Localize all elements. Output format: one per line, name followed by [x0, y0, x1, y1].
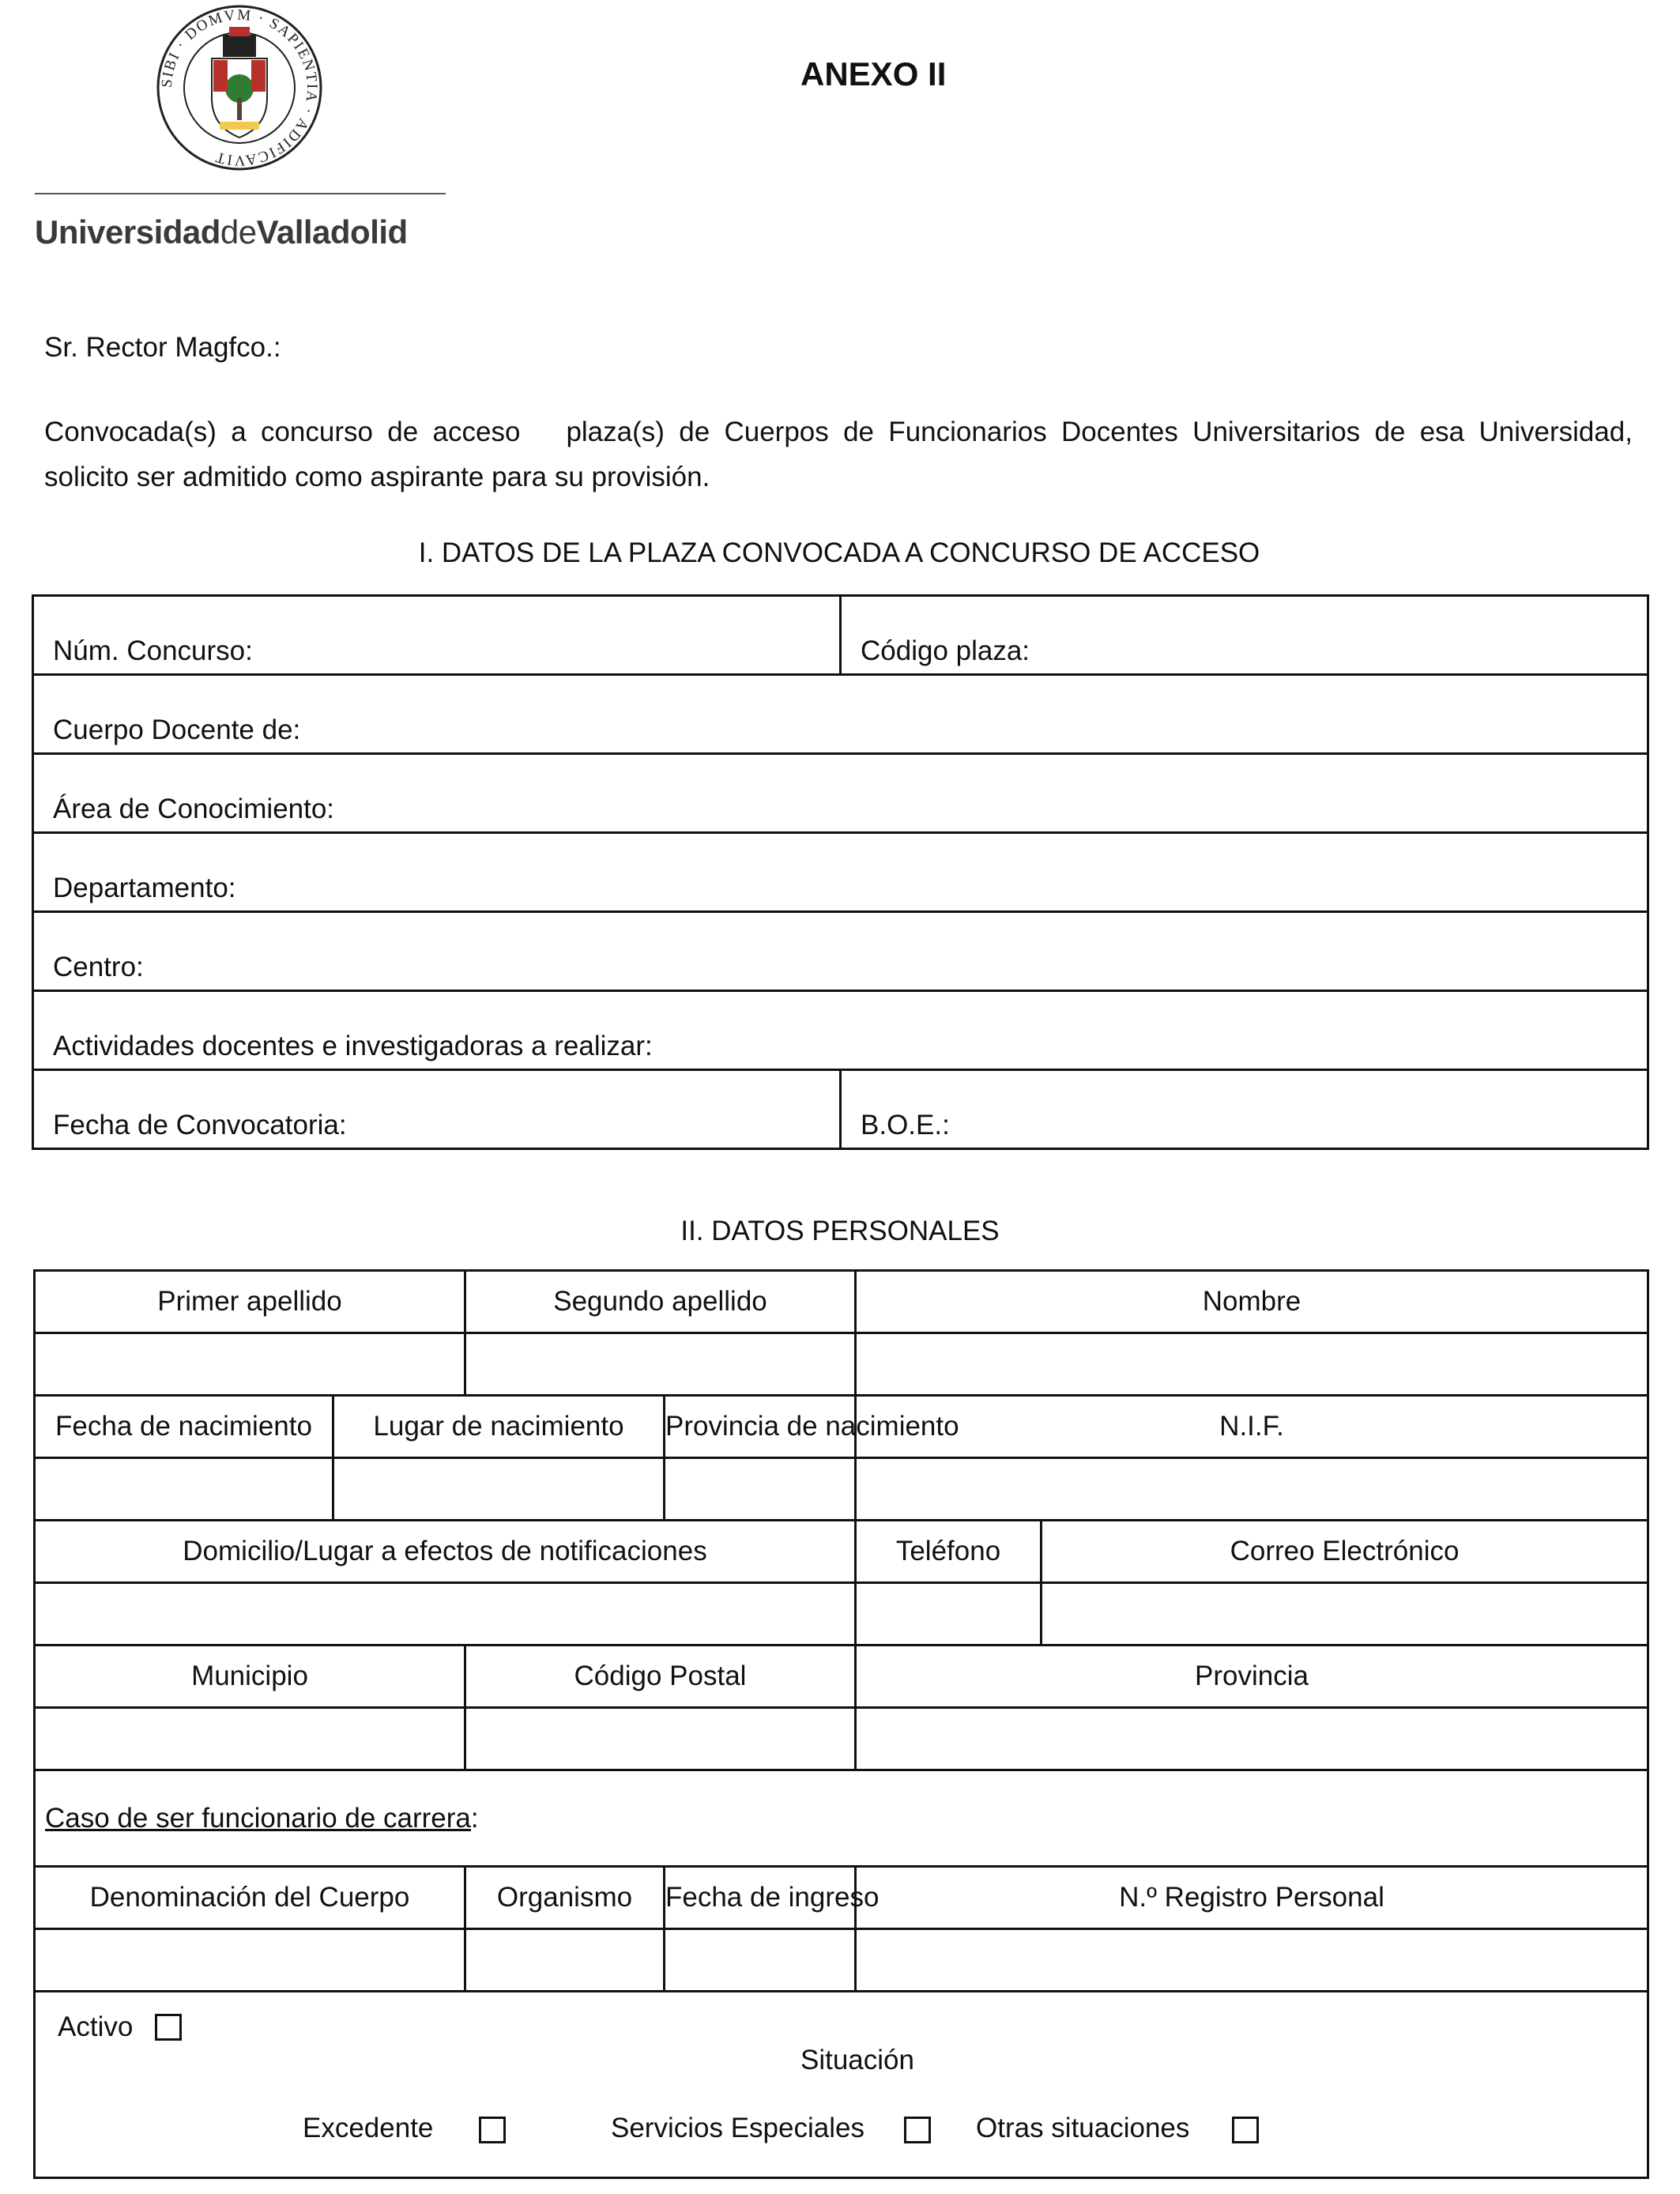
departamento-field[interactable]: [33, 833, 1648, 912]
otras-situaciones-label: Otras situaciones: [976, 2113, 1190, 2143]
num-concurso-field[interactable]: [33, 596, 841, 675]
telefono-header: Teléfono: [856, 1521, 1042, 1583]
municipio-header: Municipio: [35, 1646, 465, 1708]
otras-situaciones-option: [976, 2113, 1259, 2144]
activo-label: Activo: [58, 2011, 134, 2042]
excedente-option: [303, 2113, 506, 2144]
servicios-especiales-option: [611, 2113, 931, 2144]
situacion-title: Situación: [800, 2045, 914, 2075]
domicilio-header: Domicilio/Lugar a efectos de notificaciones: [35, 1521, 856, 1583]
fecha-ingreso-header: Fecha de ingreso: [665, 1867, 856, 1929]
cuerpo-docente-field[interactable]: [33, 675, 1648, 754]
seal-ring-text: SIBI · DOMVM · SAPIENTIA · ADIFICAVIT: [158, 6, 321, 169]
municipio-input[interactable]: [35, 1708, 465, 1770]
domicilio-input[interactable]: [35, 1583, 856, 1646]
telefono-input[interactable]: [856, 1583, 1042, 1646]
provincia-input[interactable]: [856, 1708, 1648, 1770]
logo-divider: [35, 193, 446, 194]
correo-header: Correo Electrónico: [1042, 1521, 1648, 1583]
primer-apellido-header: Primer apellido: [35, 1271, 465, 1333]
servicios-especiales-checkbox[interactable]: [904, 2117, 931, 2143]
university-seal-logo: [155, 3, 324, 172]
intro-paragraph: Convocada(s) a concurso de acceso plaza(s) de Cuerpos de Funcionarios Docentes Universitarios de esa Universidad, solicito ser admitido como aspirante para su provisión.: [44, 417, 1633, 492]
area-conocimiento-field[interactable]: [33, 754, 1648, 833]
centro-field[interactable]: [33, 912, 1648, 991]
plaza-data-table: [32, 594, 1649, 1150]
fecha-nacimiento-input[interactable]: [35, 1458, 333, 1521]
registro-personal-header: N.º Registro Personal: [856, 1867, 1648, 1929]
lugar-nacimiento-header: Lugar de nacimiento: [333, 1396, 665, 1458]
fecha-convocatoria-label: Fecha de Convocatoria:: [53, 1110, 347, 1140]
organismo-header: Organismo: [465, 1867, 665, 1929]
nombre-header: Nombre: [856, 1271, 1648, 1333]
actividades-label: Actividades docentes e investigadoras a realizar:: [53, 1031, 653, 1061]
situacion-box: [35, 1992, 1648, 2178]
personal-data-table: [33, 1269, 1649, 2179]
provincia-nacimiento-input[interactable]: [665, 1458, 856, 1521]
activo-option: [58, 2011, 182, 2043]
segundo-apellido-header: Segundo apellido: [465, 1271, 856, 1333]
registro-personal-input[interactable]: [856, 1929, 1648, 1992]
section1-title: I. DATOS DE LA PLAZA CONVOCADA A CONCURSO DE ACCESO: [418, 537, 1260, 568]
actividades-field[interactable]: [33, 991, 1648, 1070]
provincia-header: Provincia: [856, 1646, 1648, 1708]
fecha-ingreso-input[interactable]: [665, 1929, 856, 1992]
cuerpo-docente-label: Cuerpo Docente de:: [53, 714, 301, 745]
otras-situaciones-checkbox[interactable]: [1232, 2117, 1259, 2143]
codigo-plaza-field[interactable]: [841, 596, 1648, 675]
activo-checkbox[interactable]: [155, 2014, 182, 2041]
salutation: Sr. Rector Magfco.:: [44, 332, 281, 363]
codigo-postal-header: Código Postal: [465, 1646, 856, 1708]
codigo-postal-input[interactable]: [465, 1708, 856, 1770]
fecha-nacimiento-header: Fecha de nacimiento: [35, 1396, 333, 1458]
boe-field[interactable]: [841, 1070, 1648, 1149]
correo-input[interactable]: [1042, 1583, 1648, 1646]
area-conocimiento-label: Área de Conocimiento:: [53, 794, 335, 824]
excedente-checkbox[interactable]: [479, 2117, 506, 2143]
annex-title: ANEXO II: [800, 55, 947, 92]
funcionario-heading: Caso de ser funcionario de carrera:: [35, 1770, 1648, 1867]
lugar-nacimiento-input[interactable]: [333, 1458, 665, 1521]
primer-apellido-input[interactable]: [35, 1333, 465, 1396]
codigo-plaza-label: Código plaza:: [861, 635, 1030, 666]
centro-label: Centro:: [53, 952, 144, 982]
segundo-apellido-input[interactable]: [465, 1333, 856, 1396]
university-wordmark: UniversidaddeValladolid: [35, 213, 408, 251]
organismo-input[interactable]: [465, 1929, 665, 1992]
denominacion-cuerpo-input[interactable]: [35, 1929, 465, 1992]
nif-input[interactable]: [856, 1458, 1648, 1521]
nif-header: N.I.F.: [856, 1396, 1648, 1458]
provincia-nacimiento-header: Provincia de nacimiento: [665, 1396, 856, 1458]
section2-title: II. DATOS PERSONALES: [680, 1216, 1000, 1246]
fecha-convocatoria-field[interactable]: [33, 1070, 841, 1149]
departamento-label: Departamento:: [53, 873, 236, 903]
boe-label: B.O.E.:: [861, 1110, 950, 1140]
excedente-label: Excedente: [303, 2113, 434, 2143]
denominacion-cuerpo-header: Denominación del Cuerpo: [35, 1867, 465, 1929]
nombre-input[interactable]: [856, 1333, 1648, 1396]
num-concurso-label: Núm. Concurso:: [53, 635, 253, 666]
servicios-especiales-label: Servicios Especiales: [611, 2113, 864, 2143]
